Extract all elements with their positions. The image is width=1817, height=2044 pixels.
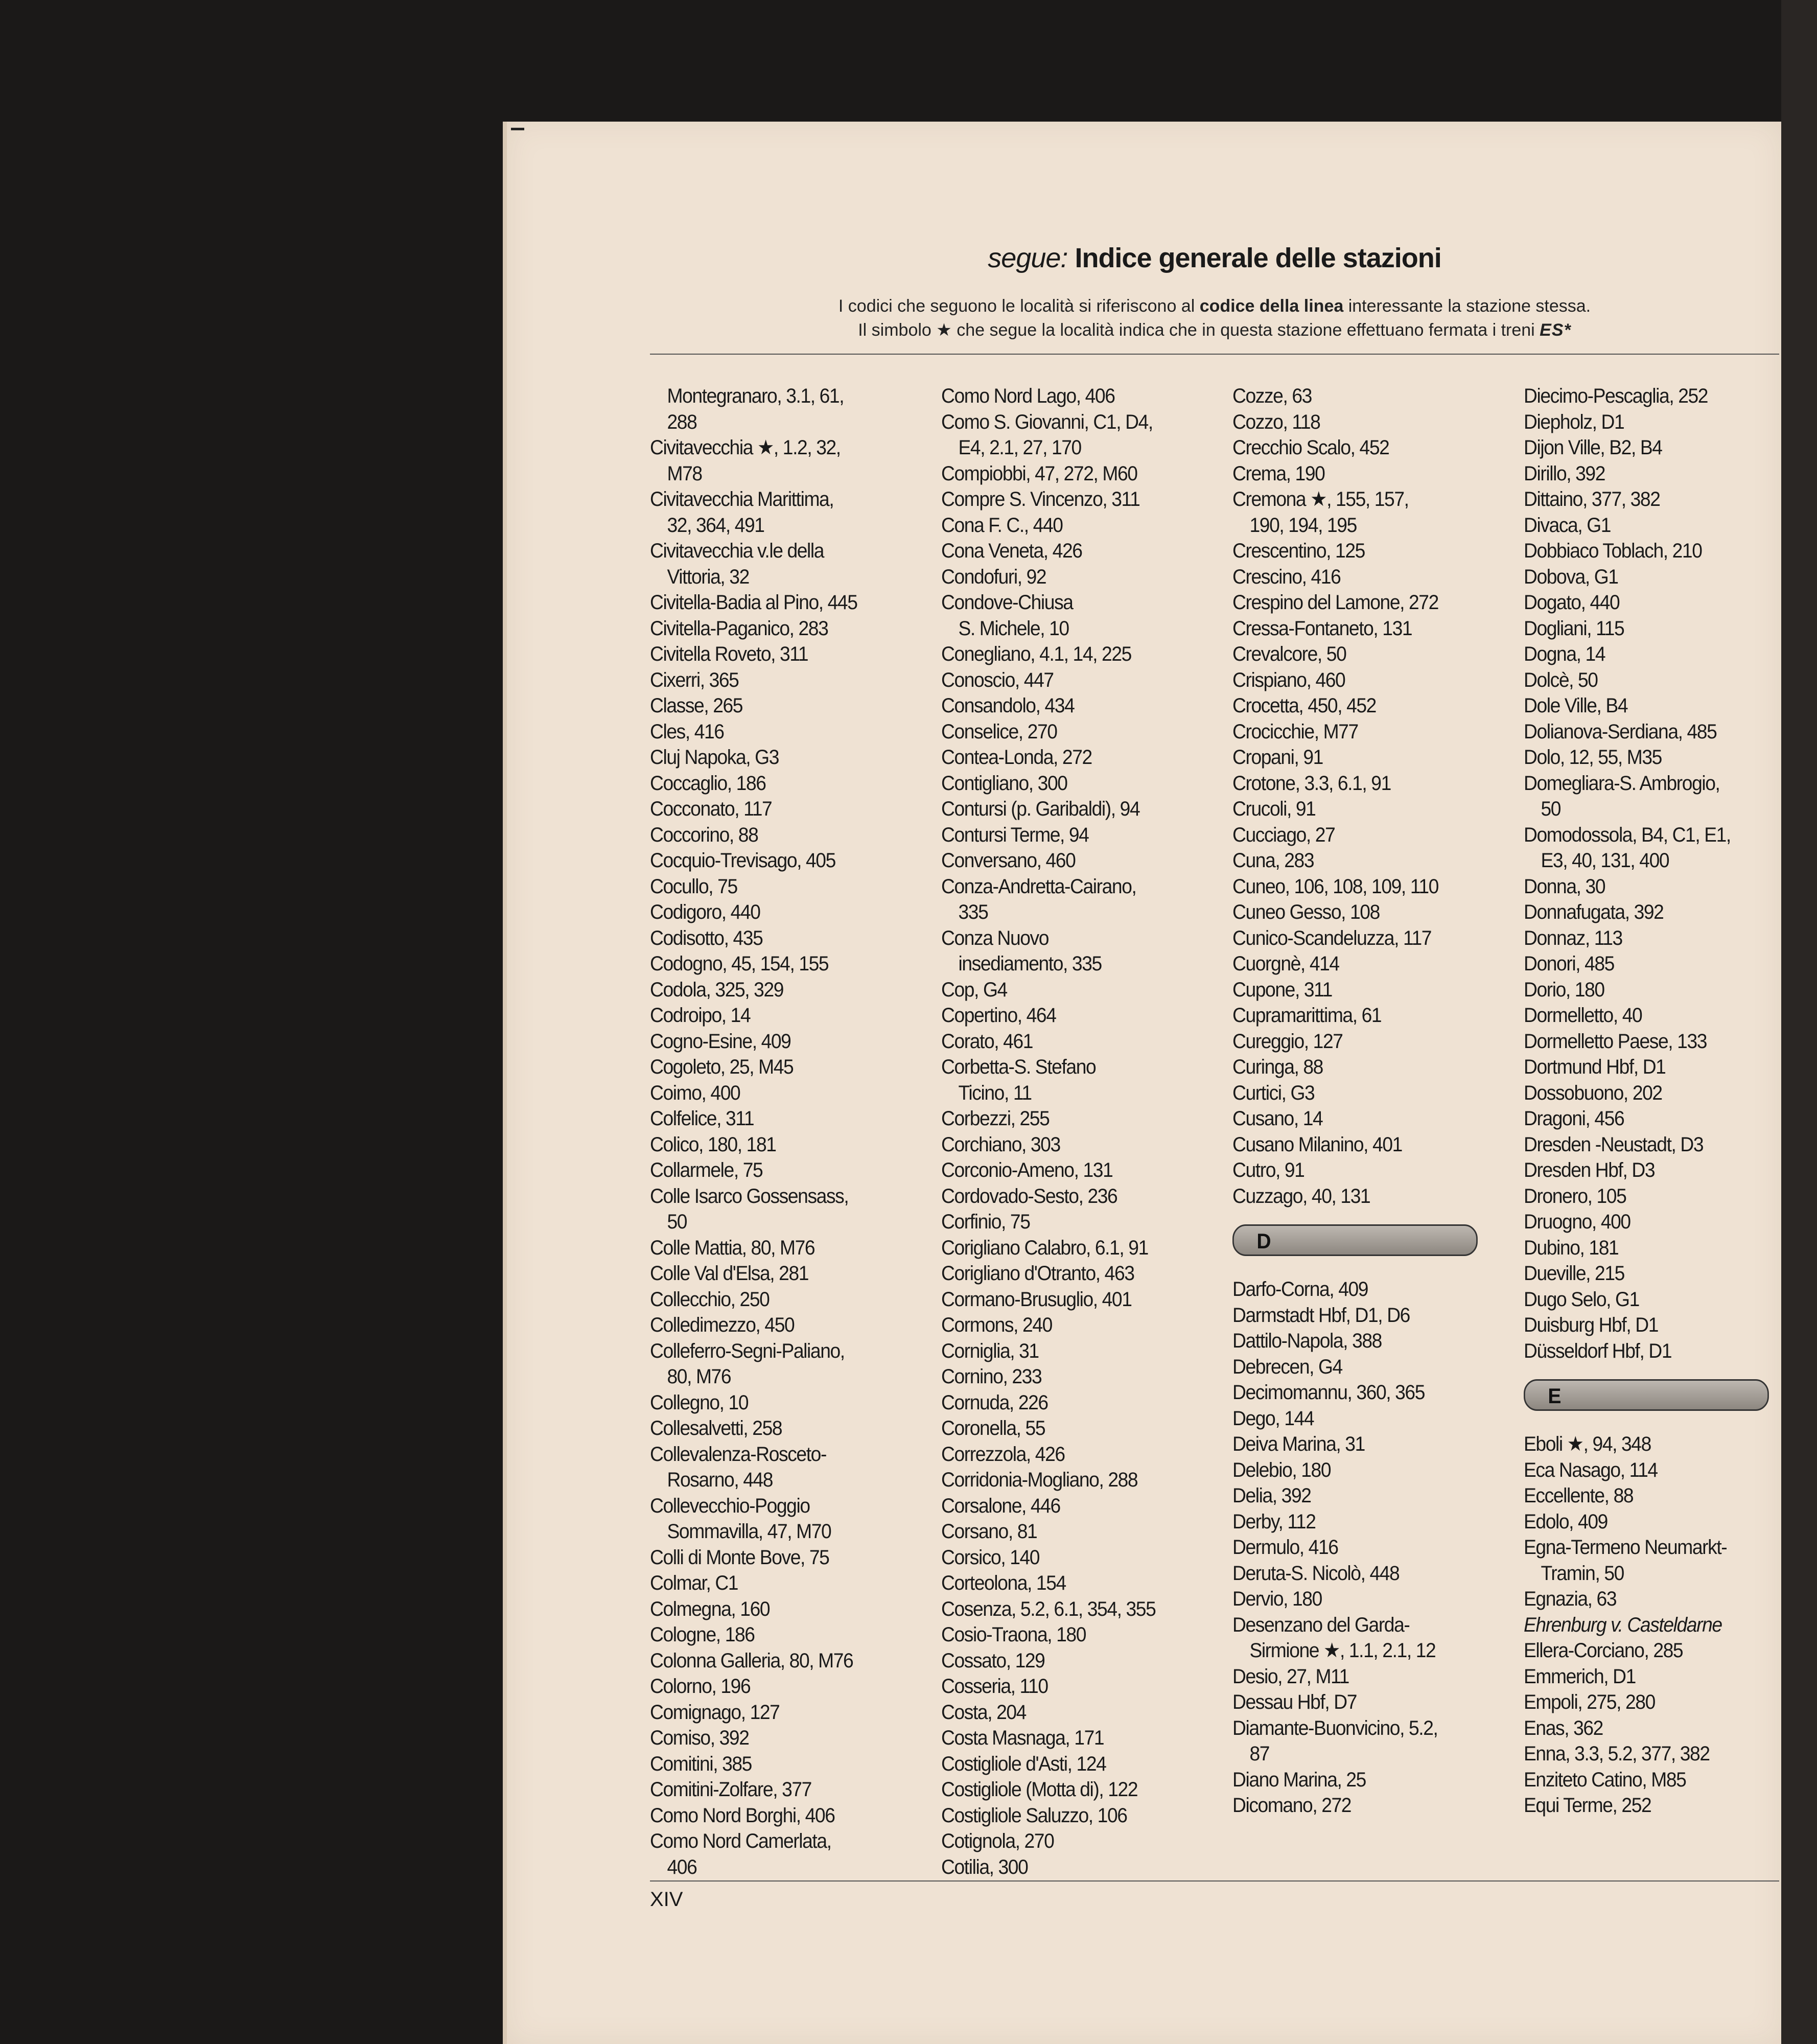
note-text: interessante la stazione stessa. — [1343, 296, 1591, 316]
index-entry: Comitini, 385 — [650, 1752, 752, 1775]
index-entry-continuation: Montegranaro, 3.1, 61, — [667, 385, 844, 407]
index-entry: Comiso, 392 — [650, 1727, 749, 1749]
index-entry: Cona Veneta, 426 — [941, 540, 1082, 562]
index-entry: Copertino, 464 — [941, 1004, 1056, 1027]
index-entry: Consandolo, 434 — [941, 694, 1075, 717]
index-entry: Corsano, 81 — [941, 1520, 1037, 1543]
page-edge — [503, 122, 507, 2044]
note-text: Il simbolo ★ che segue la località indica che in questa stazione effettuano fermata i treni — [858, 320, 1540, 340]
index-entry: Codroipo, 14 — [650, 1004, 751, 1027]
index-entry: Duisburg Hbf, D1 — [1524, 1314, 1659, 1336]
index-entry: Cusano, 14 — [1232, 1107, 1323, 1130]
index-entry: Corridonia-Mogliano, 288 — [941, 1469, 1138, 1491]
index-entry: Dorio, 180 — [1524, 978, 1604, 1001]
index-entry: Cocquio-Trevisago, 405 — [650, 849, 835, 872]
es-logo: ES* — [1540, 320, 1571, 340]
index-entry: Dortmund Hbf, D1 — [1524, 1056, 1666, 1078]
index-entry: Dubino, 181 — [1524, 1236, 1619, 1259]
index-entry: Cotilia, 300 — [941, 1855, 1028, 1878]
index-entry: Contea-Londa, 272 — [941, 746, 1092, 769]
index-entry: Cogoleto, 25, M45 — [650, 1056, 794, 1078]
title-main: Indice generale delle stazioni — [1075, 243, 1441, 273]
page-number: XIV — [650, 1888, 683, 1911]
index-entry: Cornuda, 226 — [941, 1391, 1048, 1414]
index-entry: Conza-Andretta-Cairano, — [941, 875, 1136, 898]
index-entry: Dolo, 12, 55, M35 — [1524, 746, 1662, 769]
index-entry: Debrecen, G4 — [1232, 1355, 1342, 1378]
index-entry: Corconio-Ameno, 131 — [941, 1159, 1113, 1181]
page-mark — [511, 128, 524, 130]
index-entry: Comignago, 127 — [650, 1701, 780, 1724]
index-entry: Civitavecchia v.le della — [650, 540, 824, 562]
index-entry: Crema, 190 — [1232, 462, 1325, 485]
index-entry: Dessau Hbf, D7 — [1232, 1691, 1357, 1713]
index-entry: Cuna, 283 — [1232, 849, 1314, 872]
index-entry-continuation: Vittoria, 32 — [667, 565, 749, 588]
index-entry: Colle Mattia, 80, M76 — [650, 1236, 815, 1259]
index-entry: Delebio, 180 — [1232, 1458, 1331, 1481]
index-entry: Dervio, 180 — [1232, 1588, 1322, 1610]
index-entry: Dronero, 105 — [1524, 1184, 1626, 1207]
index-entry: Cusano Milanino, 401 — [1232, 1133, 1402, 1156]
index-entry: Costigliole Saluzzo, 106 — [941, 1804, 1127, 1827]
index-entry: Corniglia, 31 — [941, 1339, 1039, 1362]
index-entry: Cunico-Scandeluzza, 117 — [1232, 926, 1432, 949]
index-entry: Codisotto, 435 — [650, 926, 763, 949]
index-entry: Cogno-Esine, 409 — [650, 1030, 791, 1053]
index-entry: Dittaino, 377, 382 — [1524, 488, 1660, 510]
index-entry: Cotignola, 270 — [941, 1830, 1054, 1852]
index-entry: Deiva Marina, 31 — [1232, 1433, 1365, 1455]
index-entry: Colmar, C1 — [650, 1572, 738, 1594]
index-entry: Cuzzago, 40, 131 — [1232, 1184, 1370, 1207]
index-entry: Corbezzi, 255 — [941, 1107, 1050, 1130]
index-entry: Contigliano, 300 — [941, 772, 1067, 795]
index-entry: Equi Terme, 252 — [1524, 1794, 1651, 1817]
index-entry: Dormelletto, 40 — [1524, 1004, 1642, 1027]
index-entry: Crevalcore, 50 — [1232, 643, 1346, 665]
index-entry: Darmstadt Hbf, D1, D6 — [1232, 1304, 1410, 1327]
index-entry: Corigliano Calabro, 6.1, 91 — [941, 1236, 1148, 1259]
index-entry: Darfo-Corna, 409 — [1232, 1278, 1368, 1300]
index-entry: Corsico, 140 — [941, 1546, 1040, 1569]
index-entry: Eccellente, 88 — [1524, 1484, 1634, 1507]
index-entry: Cles, 416 — [650, 720, 724, 743]
index-entry: Crecchio Scalo, 452 — [1232, 436, 1389, 459]
index-entry-continuation: 335 — [958, 901, 988, 923]
index-entry: Dogato, 440 — [1524, 591, 1620, 614]
page-title — [650, 242, 1779, 274]
index-entry: Enziteto Catino, M85 — [1524, 1768, 1686, 1791]
index-entry: Compre S. Vincenzo, 311 — [941, 488, 1140, 510]
index-entry: Decimomannu, 360, 365 — [1232, 1381, 1425, 1404]
index-entry: Colorno, 196 — [650, 1675, 751, 1698]
index-entry: Diecimo-Pescaglia, 252 — [1524, 385, 1708, 407]
index-entry: Donna, 30 — [1524, 875, 1605, 898]
index-entry: Cocullo, 75 — [650, 875, 737, 898]
index-entry: Emmerich, D1 — [1524, 1665, 1636, 1688]
index-entry-continuation: 80, M76 — [667, 1365, 731, 1388]
index-entry: Ellera-Corciano, 285 — [1524, 1639, 1683, 1662]
index-entry: Dobbiaco Toblach, 210 — [1524, 540, 1702, 562]
note-line-1 — [650, 296, 1779, 316]
index-entry: Dragoni, 456 — [1524, 1107, 1624, 1130]
index-entry: Conegliano, 4.1, 14, 225 — [941, 643, 1131, 665]
index-entry: Cluj Napoka, G3 — [650, 746, 779, 769]
index-entry: Cosenza, 5.2, 6.1, 354, 355 — [941, 1597, 1156, 1620]
index-entry: Codogno, 45, 154, 155 — [650, 953, 829, 975]
index-entry: Cordovado-Sesto, 236 — [941, 1184, 1117, 1207]
index-entry: Cutro, 91 — [1232, 1159, 1304, 1181]
index-entry: Costa, 204 — [941, 1701, 1026, 1724]
index-entry: Coccorino, 88 — [650, 823, 758, 846]
index-entry: Colico, 180, 181 — [650, 1133, 776, 1156]
index-entry: Cop, G4 — [941, 978, 1007, 1001]
index-entry: Dijon Ville, B2, B4 — [1524, 436, 1662, 459]
index-entry: Cosseria, 110 — [941, 1675, 1048, 1698]
index-entry: Dogliani, 115 — [1524, 617, 1624, 640]
index-entry-continuation: E3, 40, 131, 400 — [1541, 849, 1669, 872]
section-letter-badge — [1232, 1224, 1478, 1256]
index-entry: Costa Masnaga, 171 — [941, 1727, 1104, 1749]
index-entry: Cropani, 91 — [1232, 746, 1323, 769]
index-entry: Codola, 325, 329 — [650, 978, 784, 1001]
index-entry: Dresden -Neustadt, D3 — [1524, 1133, 1704, 1156]
index-entry: Codigoro, 440 — [650, 901, 760, 923]
index-entry-continuation: Rosarno, 448 — [667, 1469, 773, 1491]
index-entry: Egnazia, 63 — [1524, 1588, 1617, 1610]
index-entry: Cona F. C., 440 — [941, 514, 1063, 537]
index-entry: Conza Nuovo — [941, 926, 1049, 949]
index-entry: Como Nord Lago, 406 — [941, 385, 1115, 407]
index-entry-continuation: 406 — [667, 1855, 697, 1878]
index-entry: Colledimezzo, 450 — [650, 1314, 795, 1336]
index-entry: Curinga, 88 — [1232, 1056, 1323, 1078]
index-entry: Desio, 27, M11 — [1232, 1665, 1349, 1688]
index-entry: Dego, 144 — [1232, 1407, 1314, 1430]
index-entry: Dattilo-Napola, 388 — [1232, 1330, 1382, 1352]
index-entry: Colmegna, 160 — [650, 1597, 770, 1620]
index-entry: Delia, 392 — [1232, 1484, 1311, 1507]
index-entry: Colfelice, 311 — [650, 1107, 754, 1130]
index-entry: Cocconato, 117 — [650, 798, 772, 820]
index-entry: Corigliano d'Otranto, 463 — [941, 1262, 1134, 1285]
top-rule — [650, 354, 1779, 355]
index-entry: Colonna Galleria, 80, M76 — [650, 1649, 853, 1672]
index-entry: Cozzo, 118 — [1232, 410, 1320, 433]
index-entry: Como Nord Camerlata, — [650, 1830, 831, 1852]
index-entry: Diepholz, D1 — [1524, 410, 1624, 433]
index-entry: Cuneo Gesso, 108 — [1232, 901, 1380, 923]
index-entry-continuation: E4, 2.1, 27, 170 — [958, 436, 1081, 459]
index-entry: Cossato, 129 — [941, 1649, 1045, 1672]
index-entry: Collegno, 10 — [650, 1391, 749, 1414]
bottom-rule — [650, 1880, 1779, 1882]
index-entry: Cixerri, 365 — [650, 668, 739, 691]
index-column-1 — [650, 383, 909, 1880]
index-entry: Coronella, 55 — [941, 1417, 1045, 1439]
index-entry: Collevecchio-Poggio — [650, 1494, 810, 1517]
index-entry: Cressa-Fontaneto, 131 — [1232, 617, 1412, 640]
index-entry: Correzzola, 426 — [941, 1443, 1065, 1466]
index-entry-continuation: M78 — [667, 462, 702, 485]
index-entry: Civitavecchia Marittima, — [650, 488, 834, 510]
index-entry: Corsalone, 446 — [941, 1494, 1060, 1517]
index-entry: Crispiano, 460 — [1232, 668, 1345, 691]
index-entry: Curtici, G3 — [1232, 1081, 1315, 1104]
index-entry: Dirillo, 392 — [1524, 462, 1605, 485]
index-entry: Druogno, 400 — [1524, 1211, 1630, 1233]
index-entry-continuation: S. Michele, 10 — [958, 617, 1069, 640]
index-entry: Dolianova-Serdiana, 485 — [1524, 720, 1717, 743]
index-entry: Dresden Hbf, D3 — [1524, 1159, 1655, 1181]
index-entry-continuation: Sirmione ★, 1.1, 2.1, 12 — [1249, 1639, 1436, 1662]
index-entry: Contursi Terme, 94 — [941, 823, 1089, 846]
index-entry: Cormons, 240 — [941, 1314, 1052, 1336]
index-entry: Collesalvetti, 258 — [650, 1417, 782, 1439]
index-entry: Civitella Roveto, 311 — [650, 643, 808, 665]
index-entry: Dicomano, 272 — [1232, 1794, 1352, 1817]
index-entry: Como Nord Borghi, 406 — [650, 1804, 835, 1827]
index-entry: Crescino, 416 — [1232, 565, 1341, 588]
index-entry: Dole Ville, B4 — [1524, 694, 1628, 717]
index-entry: Cremona ★, 155, 157, — [1232, 488, 1409, 510]
index-entry: Cozze, 63 — [1232, 385, 1312, 407]
index-entry: Comitini-Zolfare, 377 — [650, 1778, 811, 1801]
index-entry: Domegliara-S. Ambrogio, — [1524, 772, 1720, 795]
index-column-4 — [1524, 383, 1783, 1819]
index-entry: Coccaglio, 186 — [650, 772, 766, 795]
index-entry: Edolo, 409 — [1524, 1510, 1608, 1533]
section-letter-badge — [1524, 1379, 1769, 1411]
title-italic: segue: — [988, 243, 1068, 273]
index-entry: Crescentino, 125 — [1232, 540, 1365, 562]
index-column-2 — [941, 383, 1200, 1880]
index-entry: Dobova, G1 — [1524, 565, 1618, 588]
index-entry: Corchiano, 303 — [941, 1133, 1060, 1156]
index-entry: Dormelletto Paese, 133 — [1524, 1030, 1707, 1053]
index-entry: Condove-Chiusa — [941, 591, 1073, 614]
index-entry: Crocetta, 450, 452 — [1232, 694, 1376, 717]
index-entry: Civitella-Paganico, 283 — [650, 617, 828, 640]
index-entry: Colleferro-Segni-Paliano, — [650, 1339, 845, 1362]
index-entry: Dueville, 215 — [1524, 1262, 1624, 1285]
index-entry-continuation: Ticino, 11 — [958, 1081, 1032, 1104]
index-entry: Condofuri, 92 — [941, 565, 1046, 588]
index-entry: Corato, 461 — [941, 1030, 1033, 1053]
index-entry: Divaca, G1 — [1524, 514, 1611, 537]
index-entry: Cormano-Brusuglio, 401 — [941, 1288, 1132, 1311]
index-entry: Cupone, 311 — [1232, 978, 1332, 1001]
note-line-2 — [650, 320, 1779, 340]
index-entry: Cureggio, 127 — [1232, 1030, 1343, 1053]
background-dark-edge — [1781, 0, 1817, 2044]
index-column-3 — [1232, 383, 1492, 1819]
index-entry: Costigliole (Motta di), 122 — [941, 1778, 1138, 1801]
section-letter: D — [1256, 1229, 1271, 1253]
index-entry: Collarmele, 75 — [650, 1159, 763, 1181]
index-entry: Derby, 112 — [1232, 1510, 1316, 1533]
index-entry: Donori, 485 — [1524, 953, 1614, 975]
index-entry: Cupramarittima, 61 — [1232, 1004, 1382, 1027]
index-entry-continuation: 32, 364, 491 — [667, 514, 764, 537]
index-entry: Ehrenburg v. Casteldarne — [1524, 1613, 1722, 1636]
index-entry: Eboli ★, 94, 348 — [1524, 1433, 1651, 1455]
index-entry: Contursi (p. Garibaldi), 94 — [941, 798, 1140, 820]
index-entry: Cuneo, 106, 108, 109, 110 — [1232, 875, 1438, 898]
index-entry: Crocicchie, M77 — [1232, 720, 1358, 743]
index-entry: Crespino del Lamone, 272 — [1232, 591, 1438, 614]
index-entry: Eca Nasago, 114 — [1524, 1458, 1658, 1481]
index-entry: Corfinio, 75 — [941, 1211, 1030, 1233]
index-entry-continuation: 87 — [1249, 1743, 1270, 1765]
index-entry-continuation: Tramin, 50 — [1541, 1562, 1624, 1585]
index-entry: Cosio-Traona, 180 — [941, 1623, 1086, 1646]
index-entry: Deruta-S. Nicolò, 448 — [1232, 1562, 1400, 1585]
index-entry: Cologne, 186 — [650, 1623, 755, 1646]
index-entry: Desenzano del Garda- — [1232, 1613, 1410, 1636]
index-entry-continuation: 50 — [667, 1211, 687, 1233]
index-entry: Dermulo, 416 — [1232, 1536, 1338, 1559]
index-entry: Egna-Termeno Neumarkt- — [1524, 1536, 1727, 1559]
index-entry-continuation: 288 — [667, 410, 697, 433]
index-entry-continuation: 50 — [1541, 798, 1561, 820]
index-entry: Domodossola, B4, C1, E1, — [1524, 823, 1731, 846]
index-entry: Collevalenza-Rosceto- — [650, 1443, 826, 1466]
index-entry: Dogna, 14 — [1524, 643, 1605, 665]
index-entry: Costigliole d'Asti, 124 — [941, 1752, 1106, 1775]
index-entry: Colle Val d'Elsa, 281 — [650, 1262, 809, 1285]
index-entry: Crucoli, 91 — [1232, 798, 1316, 820]
index-entry-continuation: 190, 194, 195 — [1249, 514, 1357, 537]
index-entry: Cucciago, 27 — [1232, 823, 1335, 846]
index-entry: Colli di Monte Bove, 75 — [650, 1546, 829, 1569]
index-entry: Dolcè, 50 — [1524, 668, 1598, 691]
index-entry: Cuorgnè, 414 — [1232, 953, 1339, 975]
index-entry: Corbetta-S. Stefano — [941, 1056, 1096, 1078]
index-entry: Enna, 3.3, 5.2, 377, 382 — [1524, 1743, 1710, 1765]
index-entry: Enas, 362 — [1524, 1716, 1603, 1739]
index-entry: Classe, 265 — [650, 694, 743, 717]
section-letter: E — [1548, 1384, 1561, 1408]
index-entry: Conselice, 270 — [941, 720, 1057, 743]
index-entry: Dugo Selo, G1 — [1524, 1288, 1639, 1311]
index-entry: Conversano, 460 — [941, 849, 1076, 872]
index-entry-continuation: insediamento, 335 — [958, 953, 1102, 975]
index-entry: Corteolona, 154 — [941, 1572, 1066, 1594]
index-entry: Donnafugata, 392 — [1524, 901, 1664, 923]
index-entry: Compiobbi, 47, 272, M60 — [941, 462, 1137, 485]
index-entry: Civitella-Badia al Pino, 445 — [650, 591, 857, 614]
index-entry: Colle Isarco Gossensass, — [650, 1184, 849, 1207]
index-entry: Collecchio, 250 — [650, 1288, 770, 1311]
note-bold: codice della linea — [1199, 296, 1344, 316]
note-text: I codici che seguono le località si riferiscono al — [838, 296, 1200, 316]
index-entry: Coimo, 400 — [650, 1081, 740, 1104]
index-entry: Conoscio, 447 — [941, 668, 1054, 691]
index-entry: Empoli, 275, 280 — [1524, 1691, 1655, 1713]
index-entry: Civitavecchia ★, 1.2, 32, — [650, 436, 841, 459]
index-entry: Cornino, 233 — [941, 1365, 1042, 1388]
index-entry: Düsseldorf Hbf, D1 — [1524, 1339, 1672, 1362]
index-entry: Diano Marina, 25 — [1232, 1768, 1366, 1791]
index-entry: Donnaz, 113 — [1524, 926, 1622, 949]
index-entry: Como S. Giovanni, C1, D4, — [941, 410, 1153, 433]
index-entry: Diamante-Buonvicino, 5.2, — [1232, 1716, 1438, 1739]
index-entry: Dossobuono, 202 — [1524, 1081, 1662, 1104]
index-entry-continuation: Sommavilla, 47, M70 — [667, 1520, 831, 1543]
index-entry: Crotone, 3.3, 6.1, 91 — [1232, 772, 1391, 795]
